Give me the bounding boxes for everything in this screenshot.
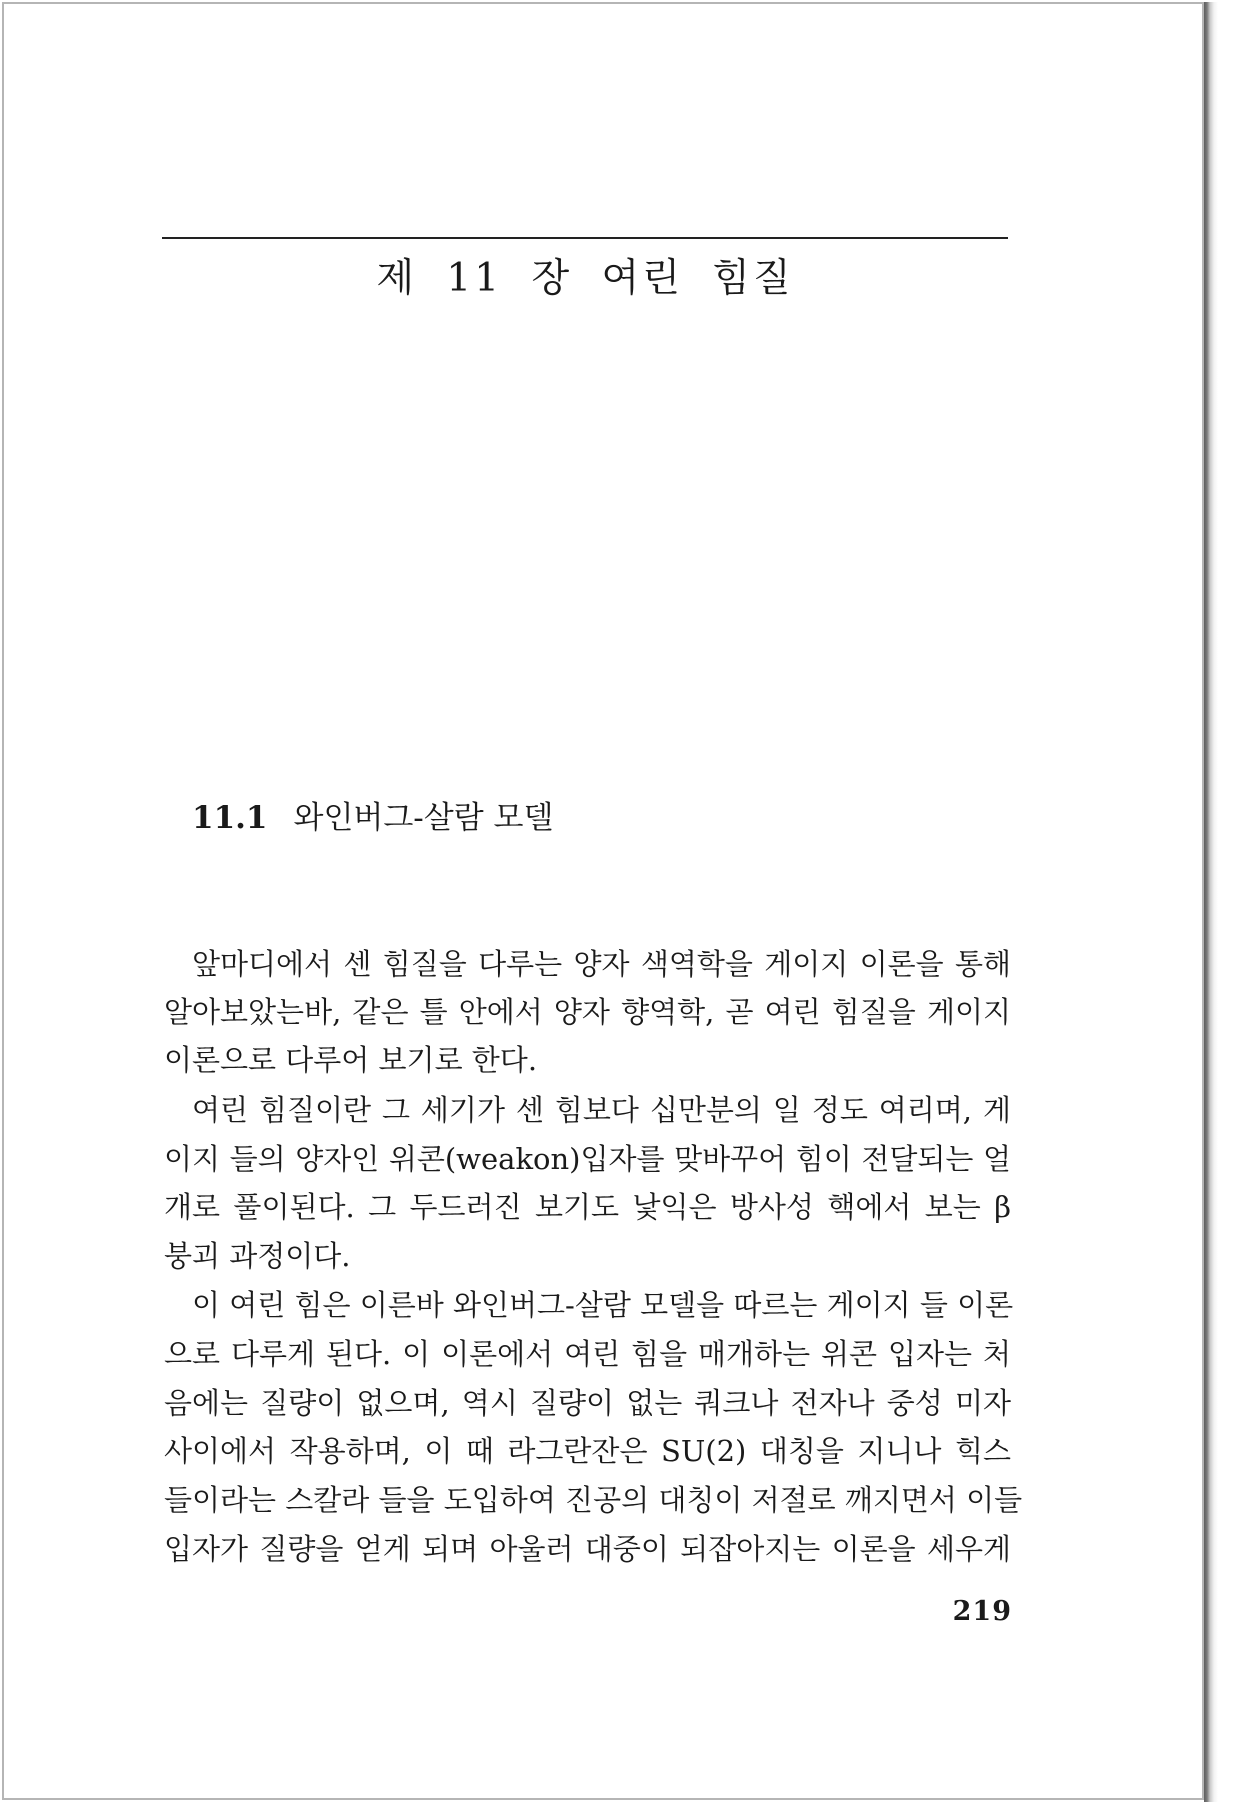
body-line: 으로 다루게 된다. 이 이론에서 여린 힘을 매개하는 위콘 입자는 처 xyxy=(164,1337,1011,1371)
page-number: 219 xyxy=(952,1596,1012,1627)
chapter-title: 제 11 장 여린 힘질 xyxy=(376,256,794,301)
body-line: 음에는 질량이 없으며, 역시 질량이 없는 쿼크나 전자나 중성 미자 xyxy=(164,1386,1011,1420)
body-line: 들이라는 스칼라 들을 도입하여 진공의 대칭이 저절로 깨지면서 이들 xyxy=(164,1483,1023,1517)
page-edge-shadow xyxy=(1204,2,1256,1802)
body-line: 이지 들의 양자인 위콘(weakon)입자를 맞바꾸어 힘이 전달되는 얼 xyxy=(164,1142,1011,1176)
body-line: 알아보았는바, 같은 틀 안에서 양자 향역학, 곧 여린 힘질을 게이지 xyxy=(164,995,1011,1029)
body-line: 앞마디에서 센 힘질을 다루는 양자 색역학을 게이지 이론을 통해 xyxy=(192,947,1011,981)
body-line: 이론으로 다루어 보기로 한다. xyxy=(164,1043,538,1077)
body-line: 개로 풀이된다. 그 두드러진 보기도 낯익은 방사성 핵에서 보는 β xyxy=(164,1190,1011,1224)
body-line: 이 여린 힘은 이른바 와인버그-살람 모델을 따르는 게이지 들 이론 xyxy=(192,1288,1014,1322)
body-line: 붕괴 과정이다. xyxy=(164,1239,351,1273)
body-line: 여린 힘질이란 그 세기가 센 힘보다 십만분의 일 정도 여리며, 게 xyxy=(192,1093,1011,1127)
body-line: 사이에서 작용하며, 이 때 라그란잔은 SU(2) 대칭을 지니나 힉스 xyxy=(164,1434,1011,1468)
section-title: 와인버그-살람 모델 xyxy=(293,800,554,836)
body-line: 입자가 질량을 얻게 되며 아울러 대중이 되잡아지는 이론을 세우게 xyxy=(164,1532,1011,1566)
section-heading xyxy=(192,796,553,840)
chapter-rule xyxy=(162,237,1008,239)
section-number: 11.1 xyxy=(192,800,268,836)
